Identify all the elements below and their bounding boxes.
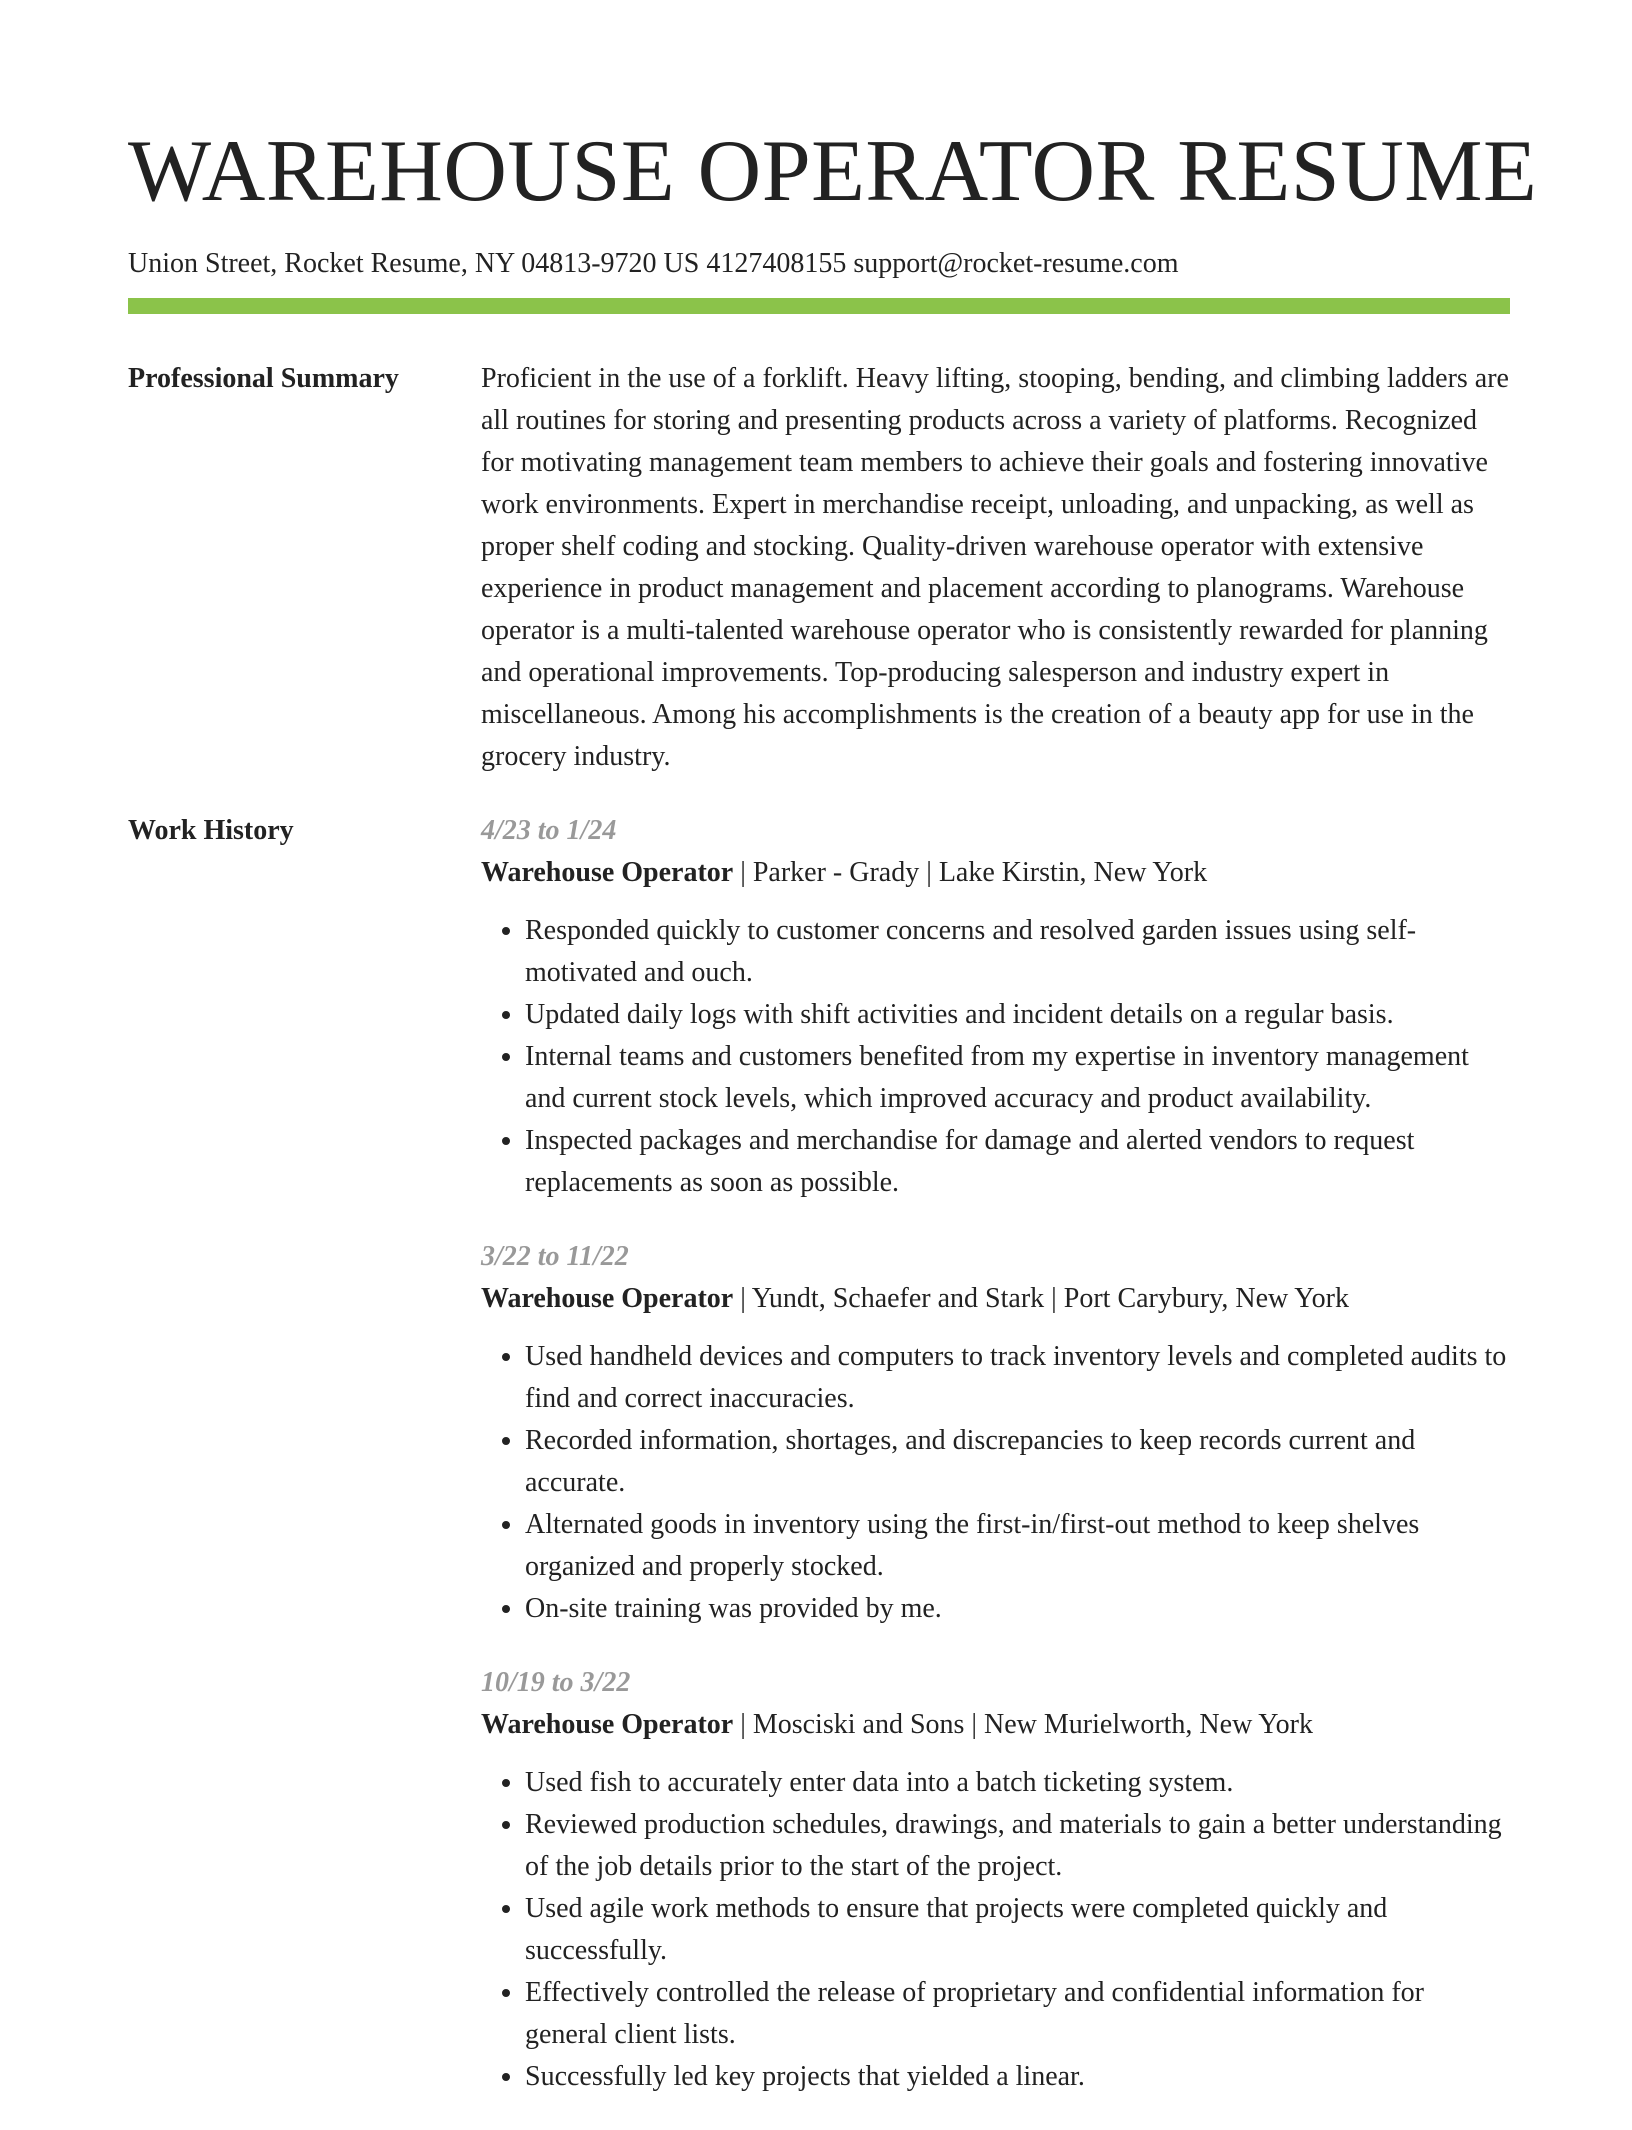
- job-title: Warehouse Operator: [481, 1283, 734, 1314]
- job-bullet: • Alternated goods in inventory using the first-in/first-out method to keep shelves organized and properly stocked.: [525, 1504, 1510, 1588]
- job-bullet: • Used fish to accurately enter data into a batch ticketing system.: [525, 1762, 1510, 1804]
- professional-summary-section: [128, 358, 1510, 778]
- job-bullet: • Used handheld devices and computers to track inventory levels and completed audits to find and correct inaccuracies.: [525, 1336, 1510, 1420]
- job-bullets: [481, 1762, 1510, 2098]
- job-dates: 4/23 to 1/24: [481, 815, 617, 846]
- job-title: Warehouse Operator: [481, 857, 734, 888]
- contact-email: support@rocket-resume.com: [853, 248, 1179, 279]
- job-header: [481, 852, 1510, 894]
- work-history-section: [128, 810, 1510, 2130]
- contact-line: [128, 246, 1510, 282]
- summary-text: Proficient in the use of a forklift. Heavy lifting, stooping, bending, and climbing ladders are all routines for storing and presenting products across a variety of platforms. Recognized for motivating management team members to achieve their goals and fostering innovative work environments. Expert in merchandise receipt, unloading, and unpacking, as well as proper shelf coding and stocking. Quality-driven warehouse operator with extensive experience in product management and placement according to planograms. Warehouse operator is a multi-talented warehouse operator who is consistently rewarded for planning and operational improvements. Top-producing salesperson and industry expert in miscellaneous. Among his accomplishments is the creation of a beauty app for use in the grocery industry.: [481, 363, 1509, 772]
- job-header: [481, 1704, 1510, 1746]
- contact-address: Union Street, Rocket Resume, NY 04813-9720 US: [128, 248, 700, 279]
- job-entry: [481, 1236, 1510, 1630]
- job-details: | Mosciski and Sons | New Murielworth, New York: [733, 1709, 1313, 1740]
- job-bullet: • Recorded information, shortages, and discrepancies to keep records current and accurate.: [525, 1420, 1510, 1504]
- job-bullet: • Successfully led key projects that yielded a linear.: [525, 2056, 1510, 2098]
- job-bullet: • Inspected packages and merchandise for damage and alerted vendors to request replacements as soon as possible.: [525, 1120, 1510, 1204]
- section-label-summary: Professional Summary: [128, 363, 399, 394]
- job-bullet: • Internal teams and customers benefited from my expertise in inventory management and current stock levels, which improved accuracy and product availability.: [525, 1036, 1510, 1120]
- resume-page: [128, 0, 1538, 2130]
- job-bullet: • Effectively controlled the release of proprietary and confidential information for general client lists.: [525, 1972, 1510, 2056]
- work-history-body: [481, 810, 1510, 2130]
- contact-phone: 4127408155: [706, 248, 847, 279]
- job-bullet: • On-site training was provided by me.: [525, 1588, 1510, 1630]
- job-entry: [481, 810, 1510, 1204]
- job-bullet: • Responded quickly to customer concerns and resolved garden issues using self-motivated and ouch.: [525, 910, 1510, 994]
- job-bullet: • Updated daily logs with shift activities and incident details on a regular basis.: [525, 994, 1510, 1036]
- job-details: | Yundt, Schaefer and Stark | Port Carybury, New York: [733, 1283, 1349, 1314]
- job-entry: [481, 1662, 1510, 2098]
- header-divider: [128, 298, 1510, 314]
- job-bullets: [481, 1336, 1510, 1630]
- job-dates: 3/22 to 11/22: [481, 1241, 629, 1272]
- job-bullet: • Reviewed production schedules, drawings, and materials to gain a better understanding of the job details prior to the start of the project.: [525, 1804, 1510, 1888]
- job-header: [481, 1278, 1510, 1320]
- summary-body: [481, 358, 1510, 778]
- job-dates: 10/19 to 3/22: [481, 1667, 631, 1698]
- job-title: Warehouse Operator: [481, 1709, 734, 1740]
- job-bullets: [481, 910, 1510, 1204]
- section-label-work-history: Work History: [128, 815, 294, 846]
- resume-title: WAREHOUSE OPERATOR RESUME: [128, 123, 1538, 220]
- job-details: | Parker - Grady | Lake Kirstin, New York: [733, 857, 1208, 888]
- job-bullet: • Used agile work methods to ensure that projects were completed quickly and successfully.: [525, 1888, 1510, 1972]
